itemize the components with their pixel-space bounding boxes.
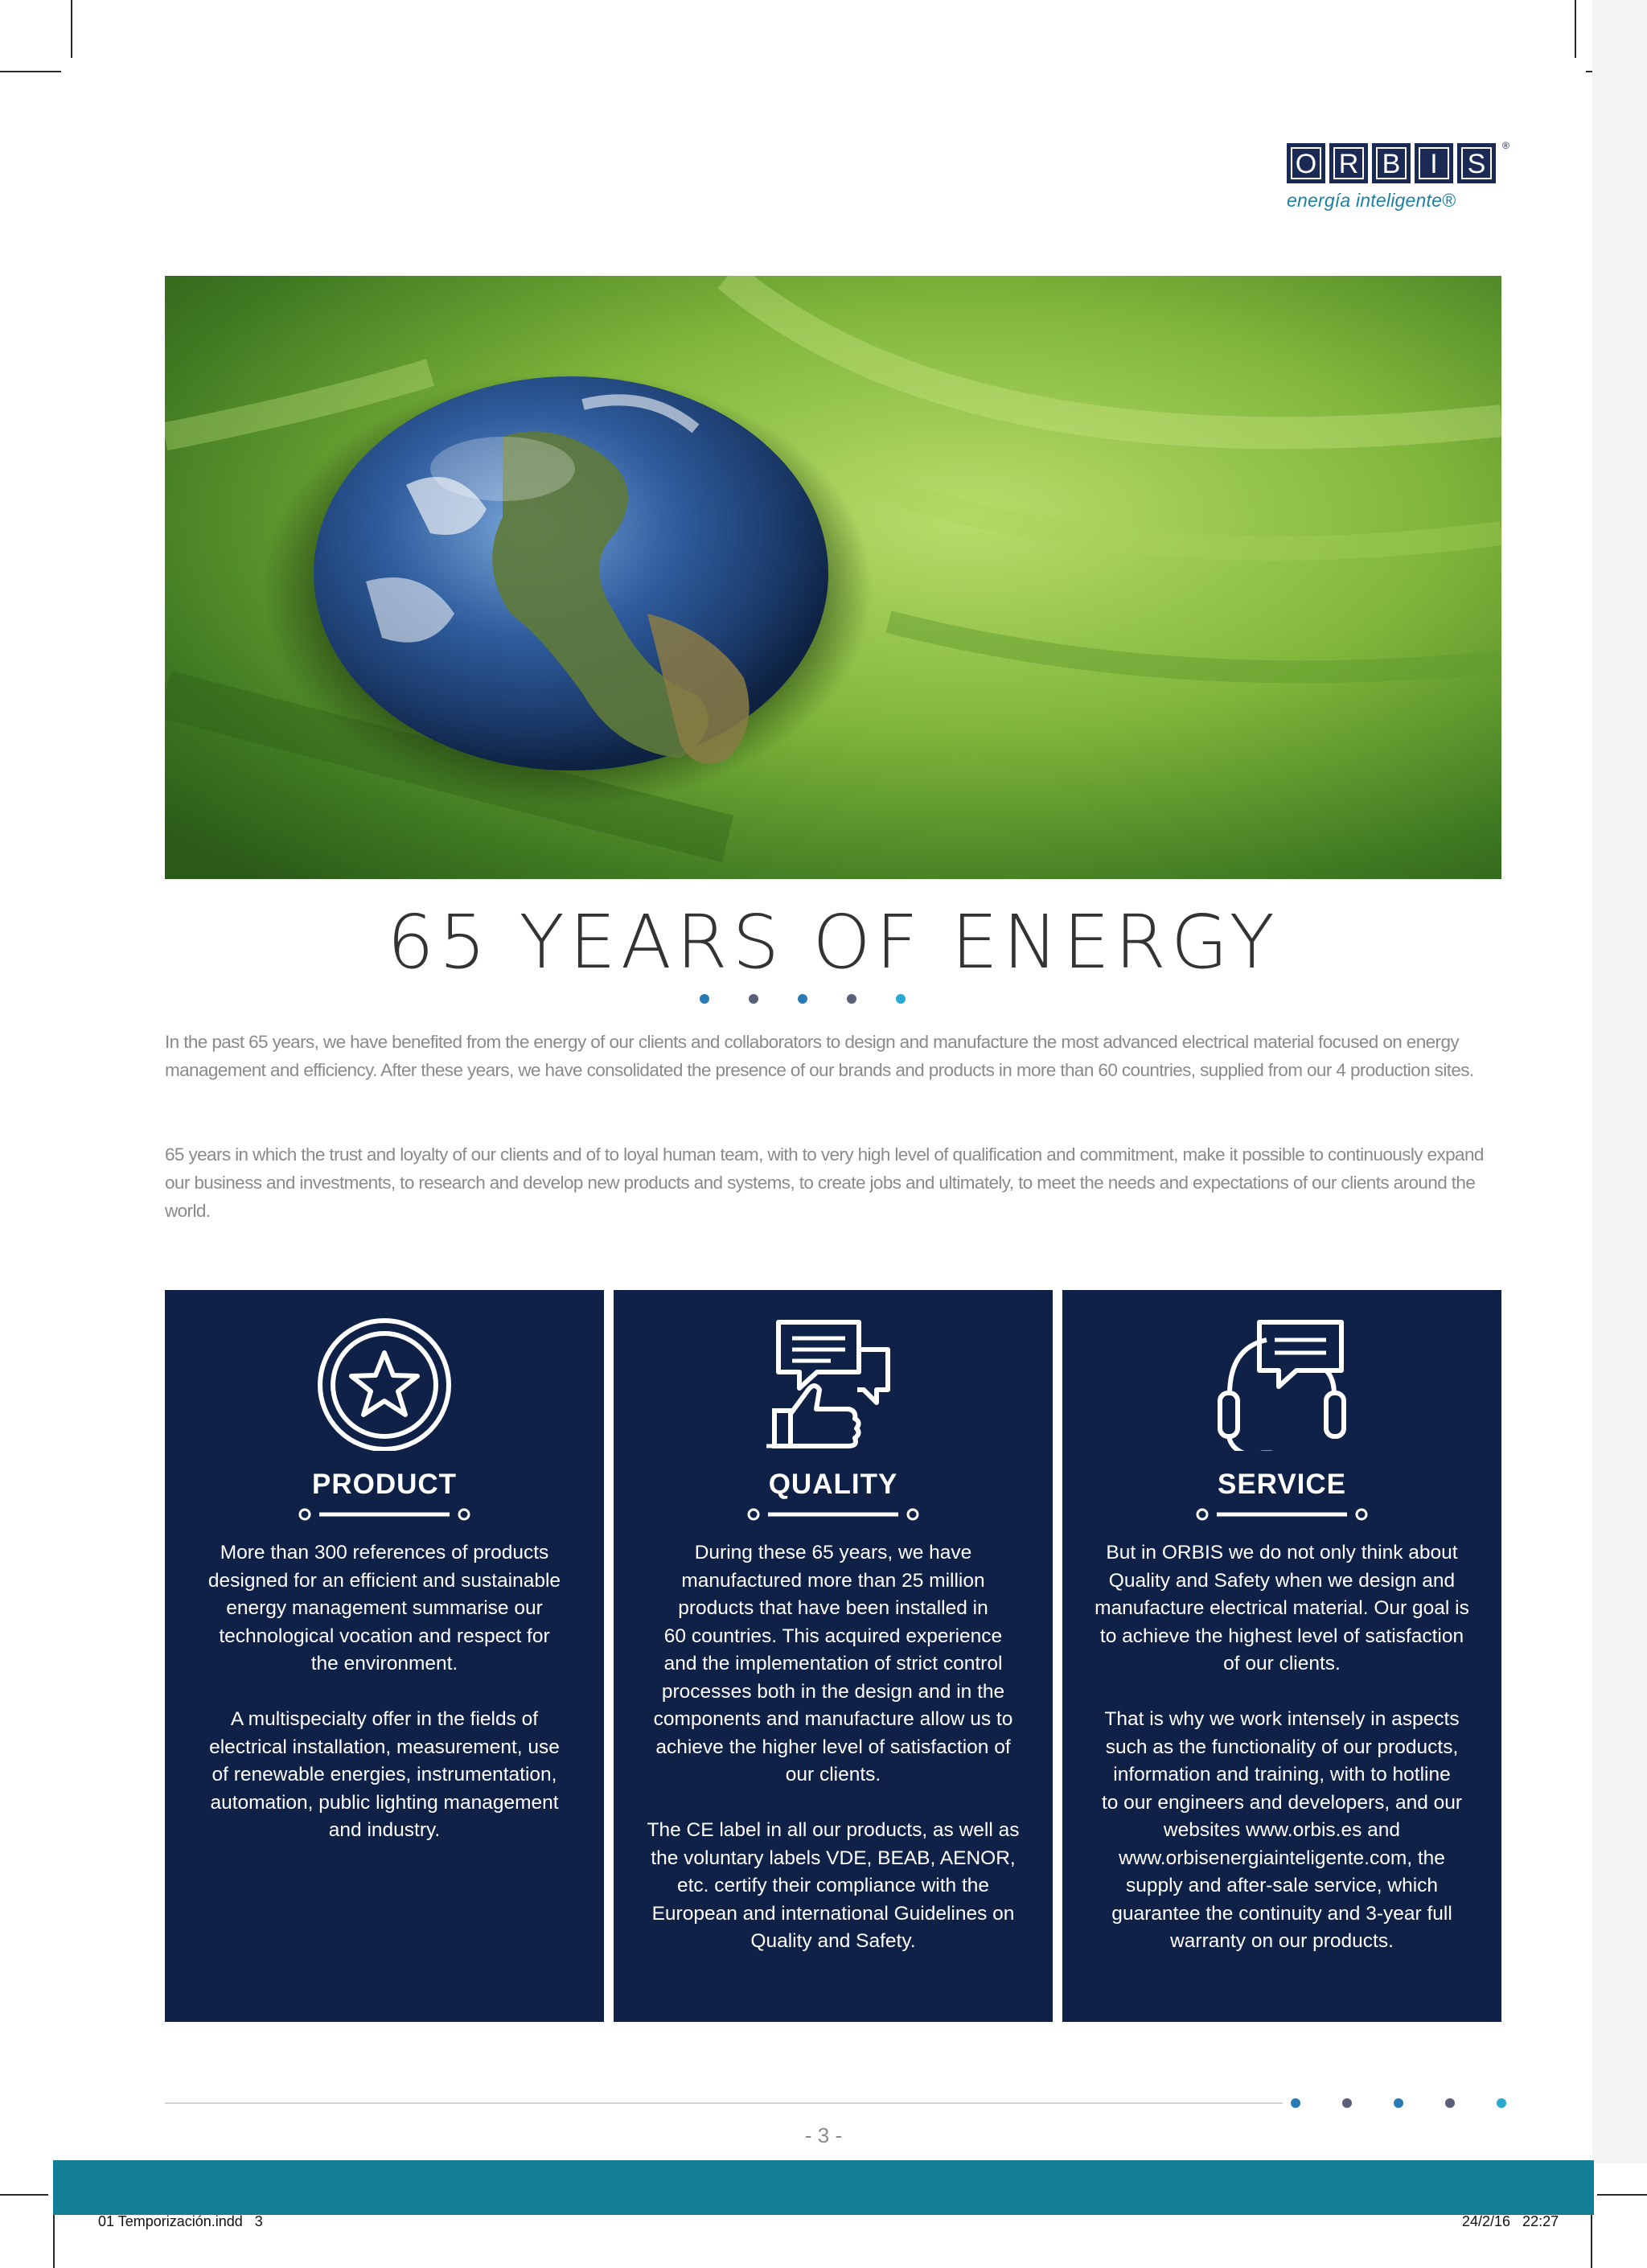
logo-letter — [1287, 143, 1325, 183]
quality-description: During these 65 years, we have manufactured more than 25 million products that have been installed in 60 countries. This acquired experience and the implementation of strict control processes both in the design and in the components and manufacture allow us to achieve the higher level of satisfaction of our clients. The CE label in all our products, as well as the voluntary labels VDE, BEAB, AENOR, etc. certify their compliance with the European and international Guidelines on Quality and Safety. — [647, 1542, 1020, 1952]
orbis-logo — [1287, 140, 1509, 212]
title-underline — [1196, 1507, 1368, 1522]
star-badge-icon — [165, 1314, 604, 1451]
dot — [749, 994, 758, 1004]
slug-filename: 01 Temporización.indd 3 — [98, 2213, 263, 2229]
dot — [896, 994, 906, 1004]
title-underline — [747, 1507, 919, 1522]
logo-tagline: energía inteligente® — [1287, 190, 1456, 211]
logo-letter-text: B — [1376, 147, 1407, 179]
logo-letter — [1415, 143, 1453, 183]
hero-image — [165, 276, 1501, 879]
dot — [700, 994, 709, 1004]
logo-letter — [1329, 143, 1368, 183]
product-title: PRODUCT — [311, 1469, 458, 1500]
dot — [847, 994, 856, 1004]
dot — [1497, 2098, 1506, 2108]
dot — [1445, 2098, 1455, 2108]
logo-letter — [1457, 143, 1496, 183]
logo-letter-text: O — [1291, 147, 1321, 179]
dot — [798, 994, 807, 1004]
logo-letter-text: S — [1461, 147, 1492, 179]
earth-water-drop-on-leaf — [165, 276, 1501, 879]
crop-mark — [1591, 2212, 1592, 2268]
logo-letter-text: R — [1333, 147, 1364, 179]
crop-mark — [1575, 0, 1576, 58]
crop-mark — [0, 2194, 48, 2196]
page-title: 65 YEARS OF ENERGY — [387, 899, 1279, 985]
intro-paragraph-2: 65 years in which the trust and loyalty of our clients and of to loyal human team, with to very high level of qualification and commitment, make it possible to continuously expand our business and investments, to research and develop new products and systems, to create jobs and ultimately, to meet the needs and expectations of our clients around the world. — [165, 1144, 1484, 1221]
service-description: But in ORBIS we do not only think about Quality and Safety when we design and manufacture electrical material. Our goal is to achieve the highest level of satisfaction of our clients. That is why we work intensely in aspects such as the functionality of our products, information and training, with to hotline to our engineers and developers, and our websites www.orbis.es and www.orbisenergiainteligente.com, the supply and after-sale service, which guarantee the continuity and 3-year full warranty on our products. — [1095, 1542, 1469, 1952]
product-panel — [165, 1290, 604, 2022]
title-underline — [298, 1507, 470, 1522]
page-number: - 3 - — [804, 2123, 843, 2147]
logo-letter — [1372, 143, 1411, 183]
slug-timestamp: 24/2/16 22:27 — [1462, 2213, 1559, 2229]
decorative-dots — [700, 994, 906, 1004]
dot — [1394, 2098, 1403, 2108]
quality-title: QUALITY — [768, 1469, 898, 1500]
footer-band — [53, 2160, 1594, 2215]
crop-mark — [0, 71, 61, 72]
page-edge-strip — [1592, 0, 1647, 2163]
footer-rule — [165, 2102, 1283, 2104]
service-title: SERVICE — [1217, 1469, 1347, 1500]
logo-letter-text: I — [1419, 147, 1449, 179]
crop-mark — [53, 2212, 55, 2268]
logo-registered-mark: ® — [1502, 140, 1509, 151]
product-description: More than 300 references of products designed for an efficient and sustainable energy management summarise our technological vocation and respect for the environment. A multispecialty offer in the fields of electrical installation, measurement, use of renewable energies, instrumentation, automation, public lighting management and industry. — [207, 1542, 561, 1841]
logo-wordmark — [1287, 143, 1502, 183]
headset-chat-icon — [1062, 1314, 1501, 1451]
service-panel — [1062, 1290, 1501, 2022]
crop-mark — [1597, 2194, 1647, 2196]
dot — [1291, 2098, 1300, 2108]
thumbs-up-chat-icon — [614, 1314, 1053, 1451]
intro-paragraph-1: In the past 65 years, we have benefited from the energy of our clients and collaborators to design and manufacture the most advanced electrical material focused on energy management and efficiency. After these years, we have consolidated the presence of our brands and products in more than 60 countries, supplied from our 4 production sites. — [165, 1032, 1474, 1080]
footer-dots — [1291, 2098, 1506, 2108]
dot — [1342, 2098, 1352, 2108]
quality-panel — [614, 1290, 1053, 2022]
crop-mark — [71, 0, 72, 58]
